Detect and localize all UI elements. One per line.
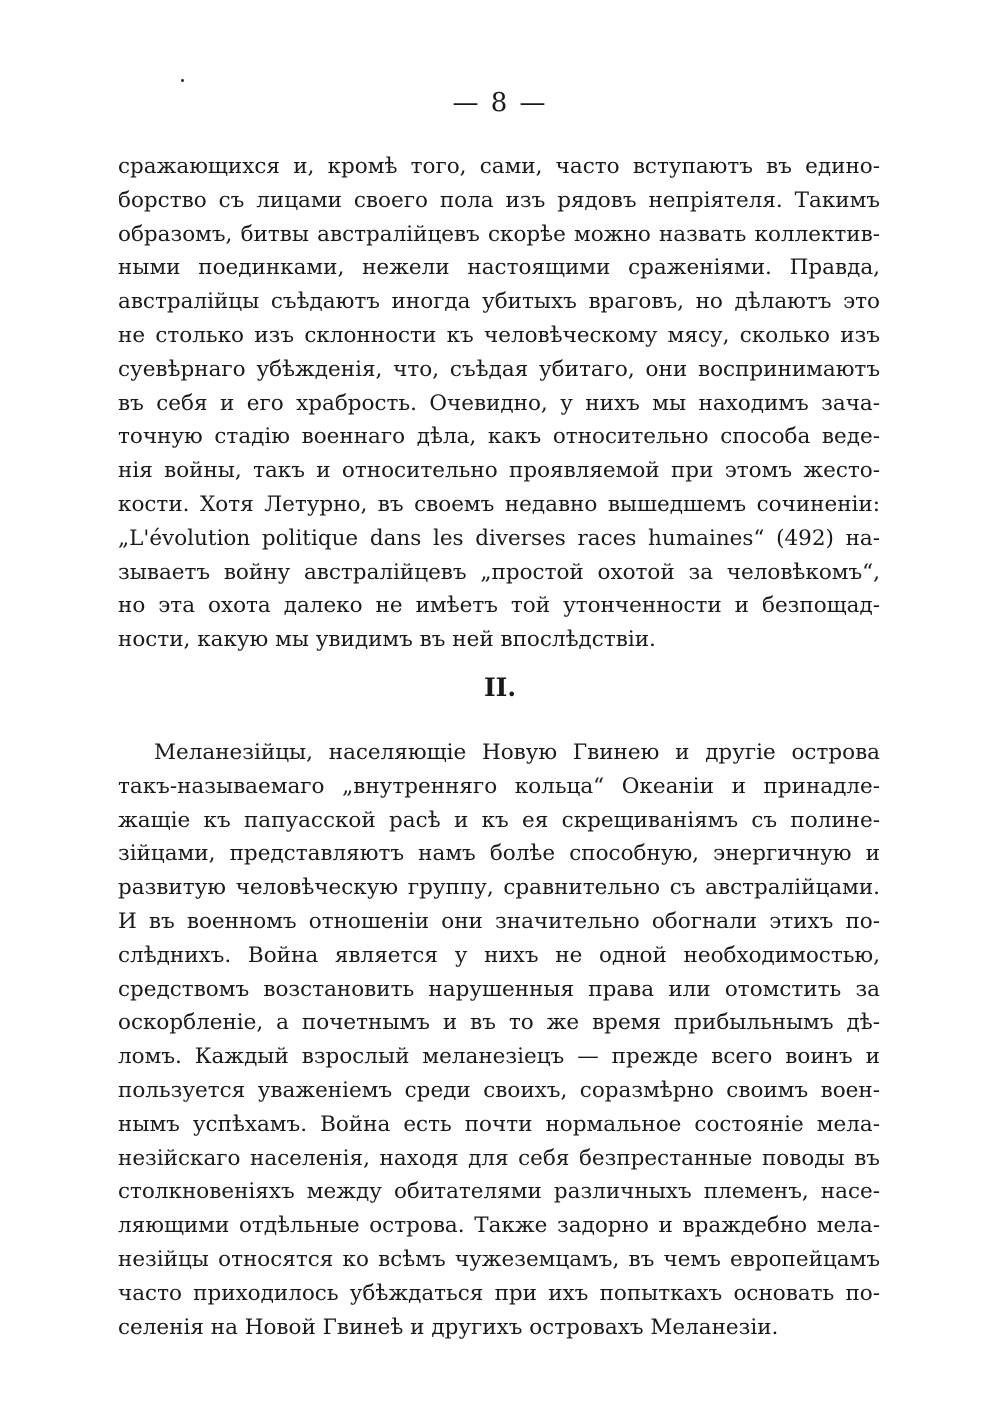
- text-line: въ себя и его храбрость. Очевидно, у нихъ мы находимъ зача-: [118, 390, 880, 416]
- text-line: зываетъ войну австралійцевъ „простой охотой за человѣкомъ“,: [118, 559, 880, 585]
- text-line: пользуется уваженіемъ среди своихъ, соразмѣрно своимъ воен-: [118, 1077, 880, 1103]
- text-line: жащіе къ папуасской расѣ и къ ея скрещиваніямъ съ полине-: [118, 807, 880, 833]
- text-line: образомъ, битвы австралійцевъ скорѣе можно назвать коллектив-: [118, 221, 880, 247]
- text-line: борство съ лицами своего пола изъ рядовъ непріятеля. Такимъ: [118, 187, 880, 213]
- text-line: нымъ успѣхамъ. Война есть почти нормальное состояніе мела-: [118, 1111, 880, 1137]
- text-line: незійскаго населенія, находя для себя безпрестанные поводы въ: [118, 1145, 880, 1171]
- text-line: кости. Хотя Летурно, въ своемъ недавно вышедшемъ сочиненіи:: [118, 491, 880, 517]
- text-line: такъ-называемаго „внутренняго кольца“ Океаніи и принадле-: [118, 773, 880, 799]
- text-line: но эта охота далеко не имѣетъ той утонченности и безпощад-: [118, 593, 880, 619]
- text-line: не столько изъ склонности къ человѣческому мясу, сколько изъ: [118, 322, 880, 348]
- page-number: — 8 —: [452, 88, 548, 118]
- text-line: австралійцы съѣдаютъ иногда убитыхъ враговъ, но дѣлаютъ это: [118, 289, 880, 315]
- text-line: средствомъ возстановить нарушенныя права или отомстить за: [118, 976, 880, 1002]
- text-line: столкновеніяхъ между обитателями различныхъ племенъ, насе-: [118, 1179, 880, 1205]
- text-line: И въ военномъ отношеніи они значительно обогнали этихъ по-: [118, 908, 880, 934]
- text-line: точную стадію военнаго дѣла, какъ относительно способа веде-: [118, 424, 880, 450]
- text-line: оскорбленіе, а почетнымъ и въ то же время прибыльнымъ дѣ-: [118, 1010, 880, 1036]
- text-line: зійцами, представляютъ намъ болѣе способную, энергичную и: [118, 841, 880, 867]
- text-line: развитую человѣческую группу, сравнительно съ австралійцами.: [118, 875, 880, 901]
- paragraph-continued: [118, 150, 880, 657]
- text-line: ными поединками, нежели настоящими сраженіями. Правда,: [118, 255, 880, 281]
- paragraph-melanesians: [118, 736, 880, 1344]
- text-line: ляющими отдѣльные острова. Также задорно и враждебно мела-: [118, 1213, 880, 1239]
- text-line: часто приходилось убѣждаться при ихъ попыткахъ основать по-: [118, 1280, 880, 1306]
- text-line: ломъ. Каждый взрослый меланезіецъ — прежде всего воинъ и: [118, 1044, 880, 1070]
- text-line: суевѣрнаго убѣжденія, что, съѣдая убитаго, они воспринимаютъ: [118, 356, 880, 382]
- text-line: нія войны, такъ и относительно проявляемой при этомъ жесто-: [118, 458, 880, 484]
- section-heading: II.: [483, 673, 517, 702]
- text-line: Меланезійцы, населяющіе Новую Гвинею и другіе острова: [154, 740, 880, 765]
- text-line: селенія на Новой Гвинеѣ и другихъ островахъ Меланезіи.: [118, 1314, 779, 1340]
- text-line: незійцы относятся ко всѣмъ чужеземцамъ, въ чемъ европейцамъ: [118, 1246, 880, 1272]
- text-line: ности, какую мы увидимъ въ ней впослѣдствіи.: [118, 627, 656, 653]
- print-speck: [181, 79, 184, 82]
- text-line: сражающихся и, кромѣ того, сами, часто вступаютъ въ едино-: [118, 154, 880, 179]
- text-line: „L'évolution politique dans les diverses races humaines“ (492) на-: [118, 525, 880, 551]
- text-line: слѣднихъ. Война является у нихъ не одной необходимостью,: [118, 942, 880, 968]
